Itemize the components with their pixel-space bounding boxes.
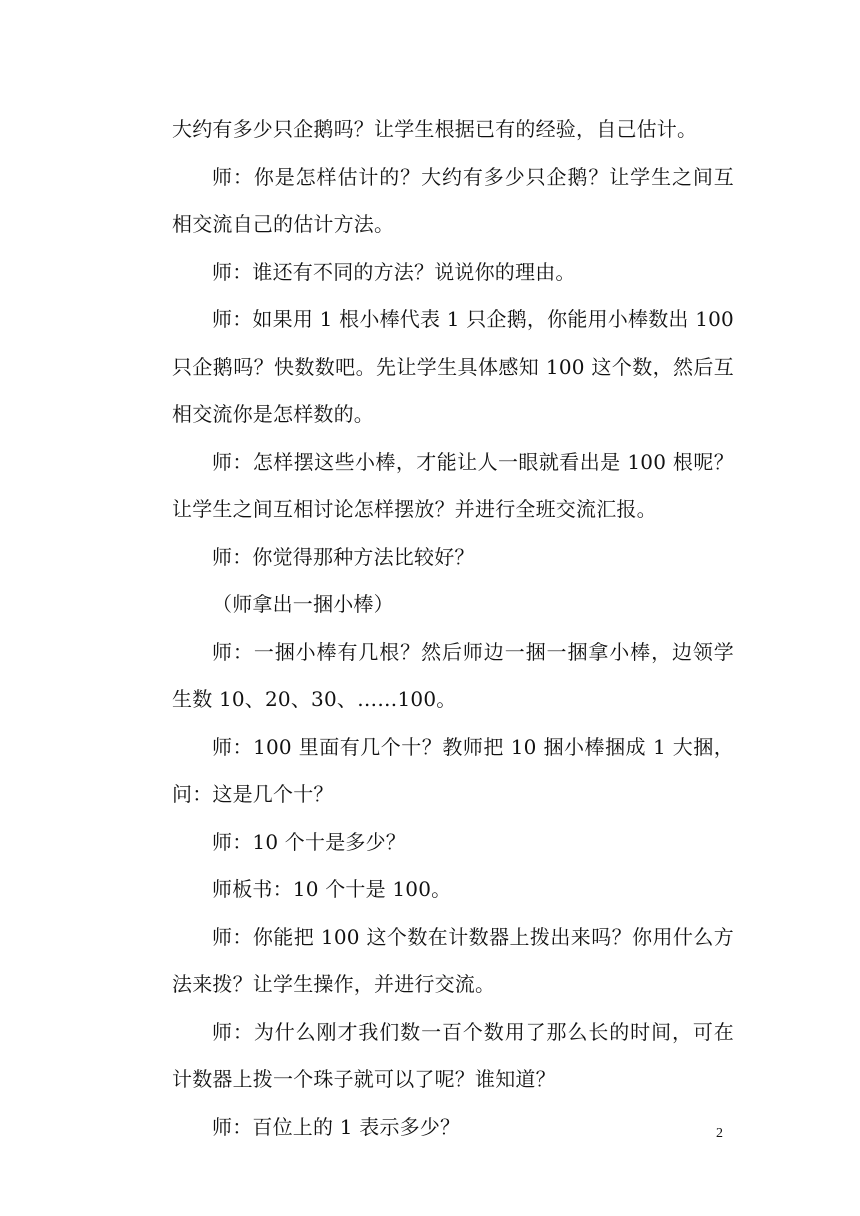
paragraph-13: 师：为什么刚才我们数一百个数用了那么长的时间，可在计数器上拨一个珠子就可以了呢？谁知道？ [172,1019,734,1091]
paragraph-12: 师：你能把 100 这个数在计数器上拨出来吗？你用什么方法来拨？让学生操作，并进行交流。 [172,924,734,996]
paragraph-11: 师板书：10 个十是 100。 [212,877,452,901]
paragraph-10: 师：10 个十是多少？ [212,829,407,854]
paragraph-8: 师：一捆小棒有几根？然后师边一捆一捆拿小棒，边领学生数 10、20、30、……100。 [172,639,734,711]
paragraph-7: （师拿出一捆小棒） [212,592,394,616]
paragraph-5: 师：怎样摆这些小棒，才能让人一眼就看出是 100 根呢？让学生之间互相讨论怎样摆放？并进行全班交流汇报。 [172,449,734,521]
paragraph-3: 师：谁还有不同的方法？说说你的理由。 [212,259,576,284]
page-number: 2 [716,1126,723,1141]
paragraph-6: 师：你觉得那种方法比较好？ [212,544,475,569]
paragraph-14: 师：百位上的 1 表示多少？ [212,1114,461,1139]
paragraph-9: 师：100 里面有几个十？教师把 10 捆小棒捆成 1 大捆，问：这是几个十？ [172,734,734,806]
paragraph-2: 师：你是怎样估计的？大约有多少只企鹅？让学生之间互相交流自己的估计方法。 [172,164,734,236]
paragraph-4: 师：如果用 1 根小棒代表 1 只企鹅，你能用小棒数出 100 只企鹅吗？快数数吧。先让学生具体感知 100 这个数，然后互相交流你是怎样数的。 [172,307,734,426]
document-body [172,106,734,1151]
paragraph-1: 大约有多少只企鹅吗？让学生根据已有的经验，自己估计。 [172,117,698,141]
